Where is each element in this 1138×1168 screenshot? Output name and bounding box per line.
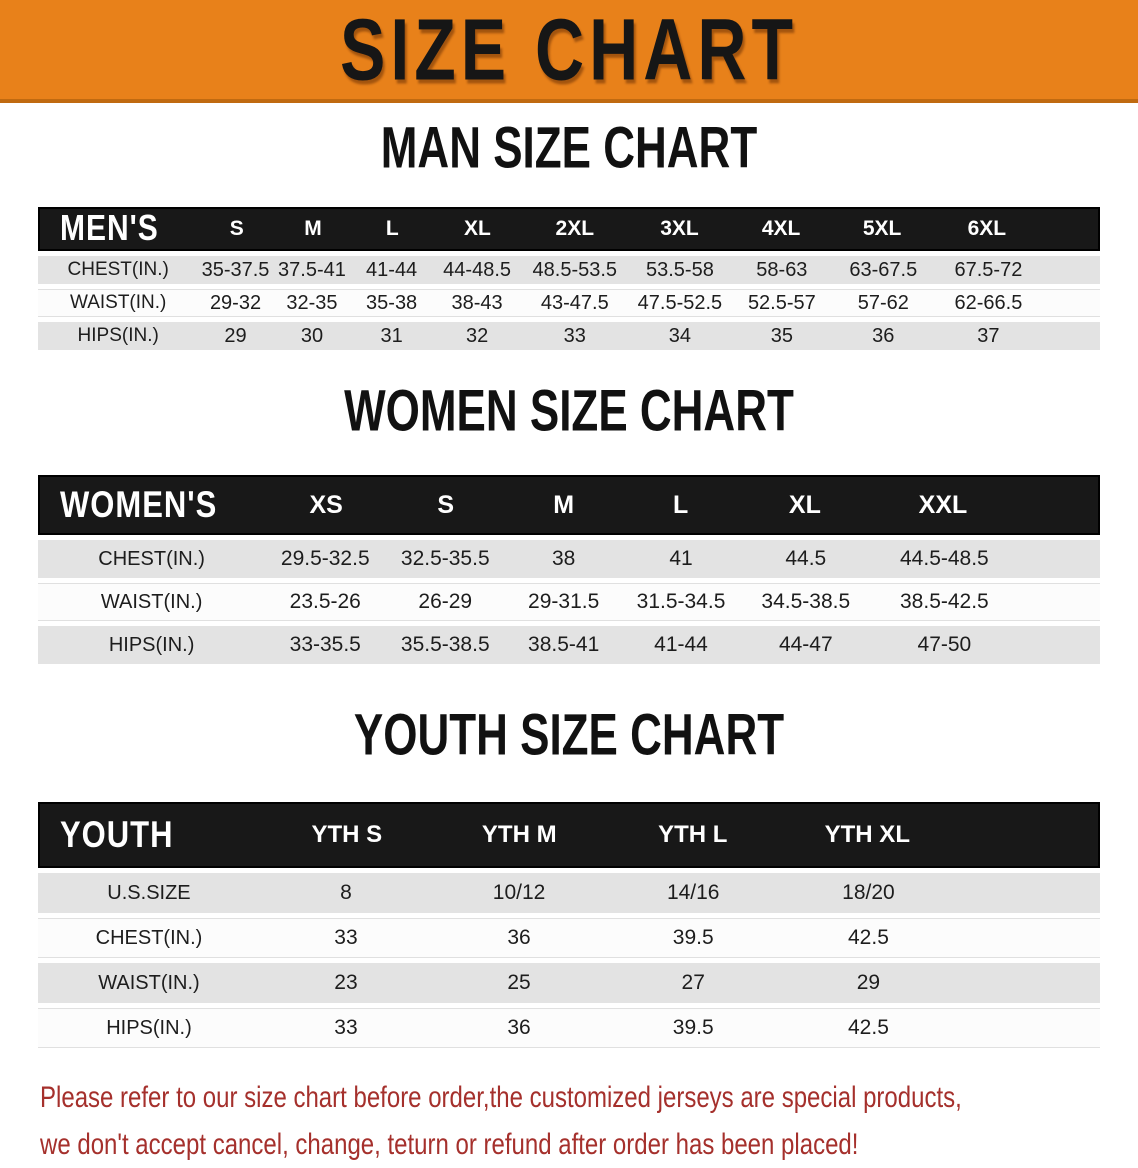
column-header: XL	[788, 490, 821, 519]
cell: 39.5	[672, 926, 714, 949]
cell: 52.5-57	[747, 291, 816, 314]
cell: 35.5-38.5	[400, 633, 490, 656]
cell: 32.5-35.5	[400, 547, 490, 570]
table-row	[38, 540, 1100, 578]
cell: 29-31.5	[528, 590, 600, 613]
youth-heading-text: YOUTH SIZE CHART	[353, 703, 785, 768]
column-header: YTH S	[311, 821, 383, 848]
column-header: M	[304, 217, 322, 240]
table-row	[38, 873, 1100, 913]
cell: 42.5	[848, 926, 889, 949]
men-table-title: MEN'S	[60, 208, 159, 249]
column-header: YTH L	[658, 821, 728, 848]
cell: 25	[507, 971, 531, 994]
cell: 23.5-26	[289, 590, 361, 613]
cell: 33-35.5	[289, 633, 361, 656]
cell: 43-47.5	[540, 291, 609, 314]
cell: 47.5-52.5	[637, 291, 723, 314]
cell: 38.5-42.5	[900, 590, 989, 613]
cell: 29	[224, 324, 247, 347]
cell: 38	[551, 547, 576, 570]
row-label: WAIST(IN.)	[98, 971, 200, 994]
cell: 27	[681, 971, 705, 994]
men-size-table	[38, 207, 1100, 350]
cell: 29-32	[209, 291, 262, 314]
cell: 57-62	[857, 291, 909, 314]
table-row	[38, 918, 1100, 958]
row-label: CHEST(IN.)	[95, 926, 203, 949]
cell: 41-44	[654, 633, 708, 656]
cell: 42.5	[848, 1016, 889, 1039]
cell: 38-43	[451, 291, 503, 314]
cell: 36	[507, 1016, 531, 1039]
cell: 34.5-38.5	[761, 590, 851, 613]
row-label: HIPS(IN.)	[106, 1016, 192, 1039]
row-label: CHEST(IN.)	[67, 259, 169, 280]
men-heading	[0, 116, 1138, 185]
table-row	[38, 583, 1100, 621]
footer-line-2-wrap	[40, 1121, 1138, 1168]
cell: 33	[334, 1016, 358, 1039]
cell: 37.5-41	[278, 258, 346, 281]
cell: 36	[872, 324, 895, 347]
column-header: XS	[309, 490, 343, 519]
cell: 35-38	[366, 291, 418, 314]
footer-line-1-wrap	[40, 1074, 1138, 1121]
cell: 44-47	[778, 633, 833, 656]
table-row	[38, 289, 1100, 317]
cell: 38.5-41	[528, 633, 600, 656]
women-table-header-row	[38, 475, 1100, 535]
women-heading-text: WOMEN SIZE CHART	[344, 379, 794, 444]
row-label: WAIST(IN.)	[69, 292, 167, 313]
cell: 44.5	[785, 547, 827, 570]
cell: 37	[977, 324, 1000, 347]
cell: 33	[563, 324, 586, 347]
youth-table-title-cell	[40, 813, 261, 856]
men-section	[0, 116, 1138, 350]
women-table-title: WOMEN'S	[60, 483, 218, 526]
table-row	[38, 256, 1100, 284]
footer-line-2: we don't accept cancel, change, teturn or refund after order has been placed!	[40, 1128, 859, 1161]
cell: 10/12	[492, 881, 546, 904]
row-label: HIPS(IN.)	[108, 633, 195, 656]
column-header: YTH M	[481, 821, 557, 848]
youth-section	[0, 703, 1138, 1048]
cell: 8	[340, 881, 352, 904]
row-label: CHEST(IN.)	[98, 547, 205, 570]
cell: 18/20	[842, 881, 895, 904]
cell: 29.5-32.5	[280, 547, 370, 570]
cell: 63-67.5	[849, 258, 918, 281]
cell: 47-50	[917, 633, 972, 656]
cell: 48.5-53.5	[532, 258, 618, 281]
cell: 39.5	[672, 1016, 714, 1039]
cell: 34	[668, 324, 692, 347]
women-section	[0, 379, 1138, 664]
youth-table-title: YOUTH	[60, 813, 174, 856]
row-label: U.S.SIZE	[107, 881, 191, 904]
column-header: L	[672, 490, 689, 519]
women-size-table	[38, 475, 1100, 664]
column-header: XXL	[918, 490, 968, 519]
cell: 67.5-72	[954, 258, 1023, 281]
cell: 32	[465, 324, 489, 347]
footer-line-1: Please refer to our size chart before order,the customized jerseys are special products,	[40, 1081, 962, 1114]
column-header: M	[553, 490, 575, 519]
cell: 41	[669, 547, 693, 570]
cell: 41-44	[366, 258, 418, 281]
cell: 44.5-48.5	[900, 547, 989, 570]
column-header: L	[385, 217, 399, 240]
cell: 26-29	[418, 590, 473, 613]
men-table-title-cell	[40, 208, 200, 249]
column-header: S	[437, 490, 455, 519]
cell: 31	[380, 324, 403, 347]
cell: 53.5-58	[646, 258, 714, 281]
footer-note	[40, 1074, 1138, 1168]
cell: 14/16	[666, 881, 720, 904]
cell: 44-48.5	[443, 258, 512, 281]
cell: 23	[334, 971, 358, 994]
cell: 33	[334, 926, 358, 949]
youth-heading	[0, 703, 1138, 772]
cell: 32-35	[286, 291, 338, 314]
cell: 36	[507, 926, 531, 949]
column-header: 2XL	[555, 217, 595, 240]
cell: 35	[770, 324, 793, 347]
men-table-header-row	[38, 207, 1100, 251]
column-header: 6XL	[967, 217, 1007, 240]
cell: 58-63	[756, 258, 808, 281]
column-header: S	[229, 217, 244, 240]
cell: 29	[856, 971, 881, 994]
column-header: 5XL	[862, 217, 902, 240]
table-row	[38, 626, 1100, 664]
men-heading-text: MAN SIZE CHART	[380, 116, 758, 181]
table-row	[38, 322, 1100, 350]
cell: 30	[300, 324, 324, 347]
banner-title: SIZE CHART	[340, 0, 798, 99]
table-row	[38, 963, 1100, 1003]
youth-table-header-row	[38, 802, 1100, 868]
column-header: YTH XL	[824, 821, 910, 848]
women-table-title-cell	[40, 483, 266, 526]
column-header: 4XL	[761, 217, 801, 240]
women-heading	[0, 379, 1138, 448]
row-label: WAIST(IN.)	[100, 590, 203, 613]
column-header: XL	[464, 217, 491, 240]
banner	[0, 0, 1138, 103]
cell: 62-66.5	[954, 291, 1023, 314]
cell: 35-37.5	[201, 258, 270, 281]
row-label: HIPS(IN.)	[77, 325, 159, 346]
table-row	[38, 1008, 1100, 1048]
youth-size-table	[38, 802, 1100, 1048]
cell: 31.5-34.5	[636, 590, 726, 613]
column-header: 3XL	[660, 217, 699, 240]
